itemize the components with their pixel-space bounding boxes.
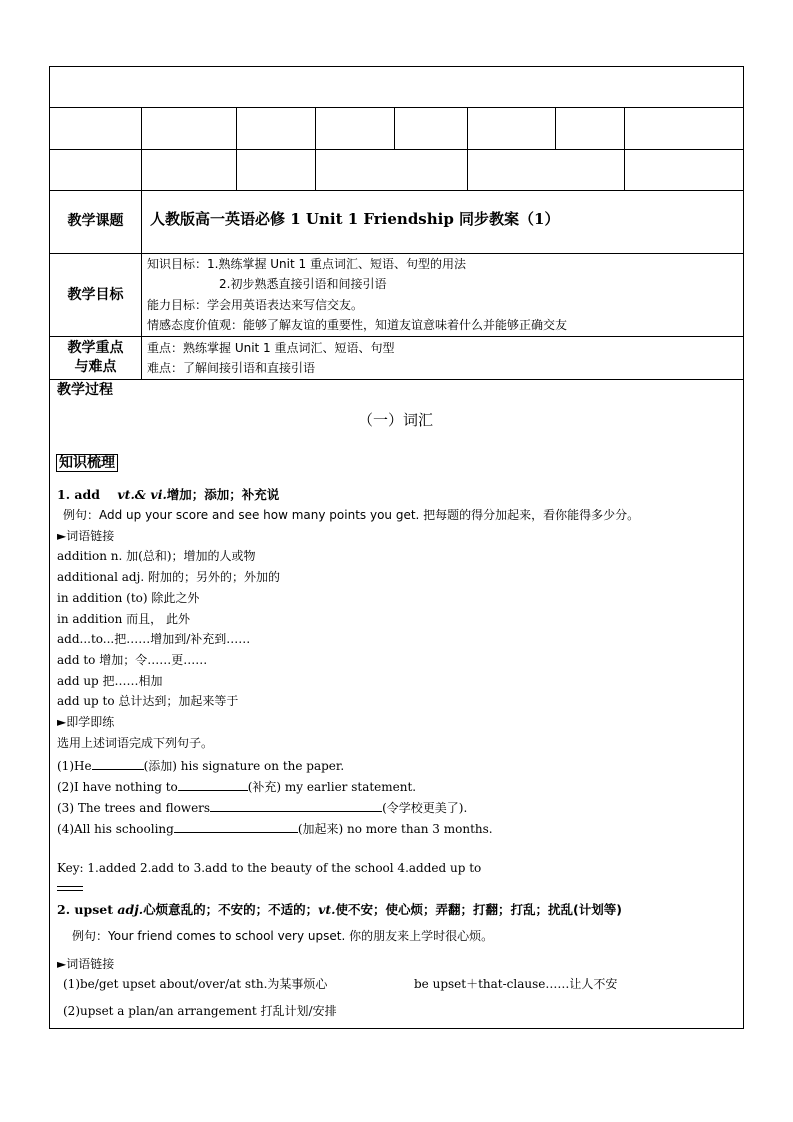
item2-heading	[57, 902, 622, 917]
row-divider	[49, 190, 744, 191]
practice-question	[57, 757, 344, 774]
practice-question	[57, 778, 416, 795]
practice-question	[57, 820, 493, 837]
col-divider	[624, 149, 625, 190]
col-divider	[141, 107, 142, 149]
item2-link-label: ►词语链接	[57, 957, 115, 971]
link-entry: add up to 总计达到；加起来等于	[57, 694, 239, 708]
col-divider	[467, 149, 468, 190]
link-entry: (1)be/get upset about/over/at sth.为某事烦心	[63, 977, 328, 991]
knowledge-box-label: 知识梳理	[56, 454, 118, 472]
col-divider	[555, 107, 556, 149]
item2-pos: vt.	[318, 902, 336, 917]
col-divider	[141, 149, 142, 190]
item2-meaning: 使不安；使心烦；弄翻；打翻；打乱；扰乱(计划等)	[335, 902, 622, 917]
row-divider	[49, 107, 744, 108]
answer-blank[interactable]	[92, 757, 144, 770]
item1-pos: vt.& vi.	[117, 487, 167, 502]
double-rule-divider	[57, 886, 83, 891]
title-label: 教学课题	[67, 213, 124, 229]
key-line: 重点：熟练掌握 Unit 1 重点词汇、短语、句型	[147, 341, 395, 355]
col-divider	[624, 107, 625, 149]
key-label-line1: 教学重点	[67, 340, 124, 356]
goal-line: 知识目标：1.熟练掌握 Unit 1 重点词汇、短语、句型的用法	[147, 257, 466, 271]
link-entry: be upset＋that-clause……让人不安	[414, 977, 618, 991]
knowledge-box	[56, 455, 118, 471]
practice-label: ►即学即练	[57, 715, 115, 729]
section-title: （一）词汇	[358, 411, 434, 429]
link-entry: in addition (to) 除此之外	[57, 591, 200, 605]
item1-link-label: ►词语链接	[57, 529, 115, 543]
item1-word: 1. add	[57, 487, 100, 502]
col-divider	[467, 107, 468, 149]
goal-label: 教学目标	[67, 287, 124, 303]
link-entry: add...to...把……增加到/补充到……	[57, 632, 251, 646]
item2-word: 2. upset	[57, 902, 118, 917]
col-divider	[315, 149, 316, 190]
question-text: (3) The trees and flowers	[57, 801, 211, 815]
answer-key: Key: 1.added 2.add to 3.add to the beauty of the school 4.added up to	[57, 861, 482, 875]
link-entry: (2)upset a plan/an arrangement 打乱计划/安排	[63, 1004, 337, 1018]
question-text: (令学校更美了).	[382, 801, 468, 815]
question-text: (加起来) no more than 3 months.	[297, 822, 493, 836]
item2-example: 例句：Your friend comes to school very upset. 你的朋友来上学时很心烦。	[72, 929, 494, 943]
key-label-line2: 与难点	[74, 359, 117, 375]
item1-example: 例句：Add up your score and see how many points you get. 把每题的得分加起来，看你能得多少分。	[63, 508, 640, 522]
link-entry: add up 把……相加	[57, 674, 163, 688]
lesson-title: 人教版高一英语必修 1 Unit 1 Friendship 同步教案（1）	[150, 210, 560, 228]
item1-meaning: 增加；添加；补充说	[166, 487, 280, 502]
key-line: 难点：了解间接引语和直接引语	[147, 361, 316, 375]
question-text: (1)He	[57, 759, 92, 773]
link-entry: additional adj. 附加的；另外的；外加的	[57, 570, 280, 584]
row-divider	[49, 149, 744, 150]
col-divider	[315, 107, 316, 149]
link-entry: in addition 而且， 此外	[57, 612, 190, 626]
question-text: (4)All his schooling	[57, 822, 174, 836]
row-divider	[49, 379, 744, 380]
item2-meaning: 心烦意乱的；不安的；不适的；	[143, 902, 319, 917]
item1-heading	[57, 487, 279, 502]
process-label: 教学过程	[57, 382, 113, 398]
item2-pos: adj.	[117, 902, 144, 917]
answer-blank[interactable]	[178, 778, 248, 791]
question-text: (补充) my earlier statement.	[247, 780, 417, 794]
answer-blank[interactable]	[210, 799, 382, 812]
col-divider	[236, 107, 237, 149]
row-divider	[49, 336, 744, 337]
col-divider	[236, 149, 237, 190]
practice-intro: 选用上述词语完成下列句子。	[57, 736, 214, 750]
practice-question	[57, 799, 467, 816]
link-entry: add to 增加；令……更……	[57, 653, 208, 667]
goal-line: 能力目标：学会用英语表达来写信交友。	[147, 298, 364, 312]
label-column-divider	[141, 190, 142, 379]
row-divider	[49, 253, 744, 254]
link-entry: addition n. 加(总和)；增加的人或物	[57, 549, 256, 563]
goal-line: 2.初步熟悉直接引语和间接引语	[219, 277, 387, 291]
answer-blank[interactable]	[174, 820, 298, 833]
col-divider	[394, 107, 395, 149]
question-text: (2)I have nothing to	[57, 780, 178, 794]
goal-line: 情感态度价值观：能够了解友谊的重要性，知道友谊意味着什么并能够正确交友	[147, 318, 568, 332]
question-text: (添加) his signature on the paper.	[143, 759, 345, 773]
